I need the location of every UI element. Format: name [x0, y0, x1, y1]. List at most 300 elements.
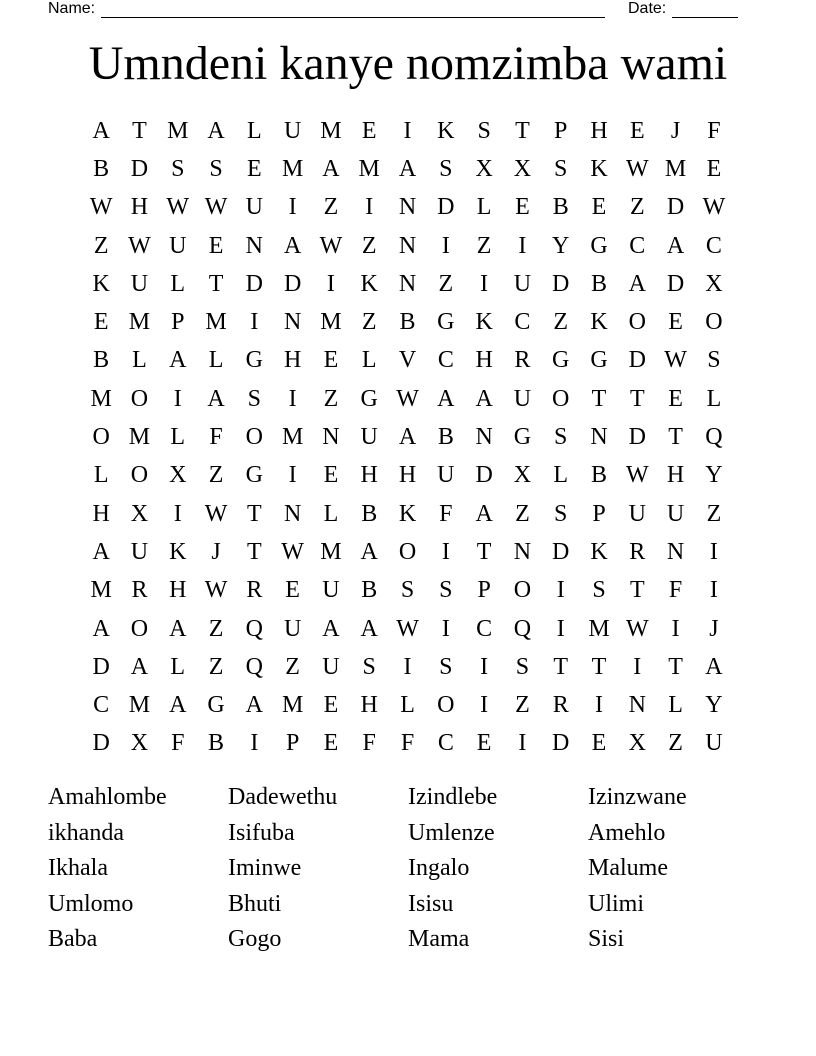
grid-cell[interactable]: Z	[208, 462, 224, 489]
grid-cell[interactable]: B	[552, 194, 569, 221]
grid-cell[interactable]: A	[92, 538, 110, 565]
grid-cell[interactable]: U	[169, 232, 187, 259]
grid-cell[interactable]: K	[360, 270, 378, 297]
grid-cell[interactable]: I	[518, 232, 527, 259]
grid-cell[interactable]: M	[128, 309, 151, 336]
grid-cell[interactable]: D	[475, 462, 493, 489]
grid-cell[interactable]: C	[476, 615, 493, 642]
grid-cell[interactable]: A	[245, 692, 263, 719]
grid-cell[interactable]: L	[208, 347, 224, 374]
grid-cell[interactable]: J	[211, 538, 221, 565]
grid-cell[interactable]: I	[556, 615, 565, 642]
grid-cell[interactable]: T	[591, 653, 607, 680]
grid-cell[interactable]: O	[628, 309, 646, 336]
grid-cell[interactable]: W	[625, 615, 649, 642]
grid-cell[interactable]: H	[666, 462, 685, 489]
date-blank-line[interactable]	[672, 3, 738, 18]
grid-cell[interactable]: I	[288, 385, 297, 412]
grid-cell[interactable]: S	[515, 653, 530, 680]
grid-row	[82, 112, 734, 150]
grid-cell[interactable]: H	[398, 462, 417, 489]
grid-cell[interactable]: F	[171, 730, 185, 757]
grid-cell[interactable]: S	[400, 577, 415, 604]
grid-cell[interactable]: E	[208, 232, 224, 259]
grid-cell[interactable]: H	[590, 117, 608, 144]
grid-cell[interactable]: H	[92, 500, 110, 527]
grid-cell[interactable]: L	[361, 347, 377, 374]
grid-cell[interactable]: D	[552, 730, 570, 757]
grid-cell[interactable]: U	[666, 500, 685, 527]
grid-cell[interactable]: U	[322, 577, 340, 604]
name-blank-line[interactable]	[101, 3, 605, 18]
grid-cell[interactable]: N	[590, 424, 608, 451]
grid-cell[interactable]: O	[92, 424, 110, 451]
grid-cell[interactable]: L	[170, 424, 186, 451]
grid-cell[interactable]: H	[169, 577, 187, 604]
grid-cell[interactable]: B	[399, 309, 416, 336]
grid-cell[interactable]: A	[398, 424, 417, 451]
grid-cell[interactable]: S	[554, 500, 568, 527]
grid-cell[interactable]: D	[92, 730, 110, 757]
grid-cell[interactable]: E	[93, 309, 109, 336]
grid-cell[interactable]: Z	[361, 232, 377, 259]
grid-cell[interactable]: U	[283, 117, 302, 144]
grid-cell[interactable]: O	[552, 385, 570, 412]
grid-cell[interactable]: A	[705, 653, 723, 680]
grid-cell[interactable]: U	[360, 424, 378, 451]
grid-cell[interactable]: D	[666, 270, 685, 297]
word-list-item: Isifuba	[228, 819, 295, 846]
grid-cell[interactable]: M	[588, 615, 610, 642]
grid-cell[interactable]: M	[664, 155, 687, 182]
grid-cell[interactable]: O	[437, 692, 455, 719]
grid-cell[interactable]: G	[437, 309, 455, 336]
grid-cell[interactable]: E	[668, 309, 683, 336]
grid-cell[interactable]: N	[283, 500, 302, 527]
grid-cell[interactable]: Z	[323, 194, 339, 221]
date-field[interactable]	[628, 0, 738, 18]
grid-cell[interactable]: O	[130, 385, 149, 412]
grid-cell[interactable]: H	[130, 194, 149, 221]
grid-cell[interactable]: N	[398, 232, 417, 259]
grid-cell[interactable]: A	[398, 155, 417, 182]
grid-cell[interactable]: I	[326, 270, 335, 297]
grid-cell[interactable]: I	[709, 577, 718, 604]
grid-cell[interactable]: S	[439, 155, 453, 182]
grid-cell[interactable]: R	[629, 538, 646, 565]
grid-cell[interactable]: K	[437, 117, 455, 144]
grid-cell[interactable]: Z	[361, 309, 377, 336]
grid-cell[interactable]: A	[437, 385, 455, 412]
grid-cell[interactable]: I	[173, 500, 182, 527]
grid-cell[interactable]: X	[513, 155, 532, 182]
grid-cell[interactable]: O	[130, 615, 149, 642]
grid-cell[interactable]: E	[323, 347, 339, 374]
grid-cell[interactable]: Z	[285, 653, 300, 680]
grid-cell[interactable]: A	[283, 232, 302, 259]
grid-cell[interactable]: L	[132, 347, 147, 374]
grid-cell[interactable]: Q	[245, 653, 263, 680]
grid-cell[interactable]: U	[322, 653, 340, 680]
grid-cell[interactable]: C	[93, 692, 110, 719]
grid-cell[interactable]: Q	[513, 615, 532, 642]
grid-cell[interactable]: R	[246, 577, 263, 604]
grid-cell[interactable]: J	[670, 117, 681, 144]
grid-cell[interactable]: B	[361, 500, 378, 527]
grid-cell[interactable]: I	[365, 194, 374, 221]
grid-cell[interactable]: A	[360, 615, 378, 642]
grid-cell[interactable]: L	[170, 270, 186, 297]
grid-cell[interactable]: M	[128, 692, 151, 719]
grid-cell[interactable]: M	[205, 309, 227, 336]
grid-cell[interactable]: M	[320, 117, 342, 144]
grid-cell[interactable]: A	[130, 653, 149, 680]
grid-cell[interactable]: L	[170, 653, 186, 680]
grid-cell[interactable]: W	[204, 577, 228, 604]
grid-cell[interactable]: S	[554, 155, 568, 182]
grid-cell[interactable]: U	[513, 270, 532, 297]
grid-cell[interactable]: E	[629, 117, 645, 144]
grid-cell[interactable]: I	[441, 538, 450, 565]
grid-cell[interactable]: K	[92, 270, 110, 297]
grid-cell[interactable]: Y	[705, 692, 723, 719]
grid-cell[interactable]: B	[591, 270, 608, 297]
grid-cell[interactable]: Z	[93, 232, 109, 259]
grid-cell[interactable]: Z	[553, 309, 569, 336]
grid-cell[interactable]: C	[437, 347, 454, 374]
grid-cell[interactable]: A	[475, 385, 493, 412]
grid-cell[interactable]: A	[92, 117, 110, 144]
grid-cell[interactable]: K	[590, 309, 608, 336]
grid-cell[interactable]: J	[709, 615, 719, 642]
grid-cell[interactable]: E	[323, 692, 339, 719]
grid-cell[interactable]: I	[441, 232, 450, 259]
grid-cell[interactable]: E	[361, 117, 377, 144]
grid-cell[interactable]: D	[628, 347, 646, 374]
grid-cell[interactable]: I	[518, 730, 527, 757]
grid-cell[interactable]: I	[480, 692, 489, 719]
grid-cell[interactable]: S	[171, 155, 185, 182]
grid-cell[interactable]: T	[208, 270, 224, 297]
grid-cell[interactable]: S	[592, 577, 606, 604]
grid-cell[interactable]: S	[209, 155, 223, 182]
grid-cell[interactable]: O	[245, 424, 263, 451]
grid-cell[interactable]: G	[245, 462, 263, 489]
grid-cell[interactable]: N	[398, 270, 417, 297]
grid-cell[interactable]: Y	[552, 232, 570, 259]
grid-cell[interactable]: I	[173, 385, 182, 412]
grid-cell[interactable]: B	[93, 155, 110, 182]
grid-cell[interactable]: W	[204, 194, 228, 221]
grid-cell[interactable]: P	[477, 577, 491, 604]
grid-cell[interactable]: I	[595, 692, 603, 719]
grid-cell[interactable]: N	[475, 424, 493, 451]
grid-cell[interactable]: N	[513, 538, 532, 565]
grid-cell[interactable]: E	[323, 730, 339, 757]
grid-cell[interactable]: N	[398, 194, 417, 221]
grid-cell[interactable]: W	[625, 462, 649, 489]
grid-cell[interactable]: D	[130, 155, 149, 182]
grid-cell[interactable]: I	[671, 615, 680, 642]
grid-cell[interactable]: T	[591, 385, 607, 412]
grid-cell[interactable]: D	[245, 270, 263, 297]
grid-cell[interactable]: D	[666, 194, 685, 221]
grid-cell[interactable]: D	[628, 424, 646, 451]
grid-cell[interactable]: F	[707, 117, 721, 144]
grid-cell[interactable]: X	[705, 270, 723, 297]
grid-cell[interactable]: O	[398, 538, 417, 565]
grid-cell[interactable]: L	[476, 194, 492, 221]
grid-cell[interactable]: D	[92, 653, 110, 680]
grid-cell[interactable]: M	[320, 309, 342, 336]
grid-cell[interactable]: Z	[208, 615, 224, 642]
grid-cell[interactable]: K	[590, 155, 608, 182]
grid-cell[interactable]: T	[515, 117, 530, 144]
grid-cell[interactable]: P	[285, 730, 300, 757]
grid-cell[interactable]: Z	[668, 730, 683, 757]
grid-cell[interactable]: H	[360, 462, 378, 489]
grid-cell[interactable]: C	[705, 232, 722, 259]
grid-cell[interactable]: A	[322, 615, 340, 642]
grid-cell[interactable]: N	[628, 692, 646, 719]
grid-cell[interactable]: F	[439, 500, 453, 527]
grid-cell[interactable]: X	[130, 500, 149, 527]
grid-cell[interactable]: X	[513, 462, 532, 489]
grid-cell[interactable]: E	[706, 155, 722, 182]
grid-cell[interactable]: E	[323, 462, 339, 489]
grid-cell[interactable]: S	[247, 385, 262, 412]
grid-cell[interactable]: D	[437, 194, 455, 221]
grid-cell[interactable]: A	[628, 270, 646, 297]
grid-cell[interactable]: G	[245, 347, 263, 374]
grid-cell[interactable]: M	[90, 385, 112, 412]
grid-cell[interactable]: W	[166, 194, 190, 221]
grid-cell[interactable]: S	[707, 347, 721, 374]
grid-cell[interactable]: M	[281, 155, 304, 182]
grid-cell[interactable]: T	[553, 653, 569, 680]
grid-cell[interactable]: S	[362, 653, 376, 680]
grid-cell[interactable]: L	[323, 500, 339, 527]
grid-cell[interactable]: T	[247, 538, 262, 565]
grid-cell[interactable]: Q	[245, 615, 263, 642]
grid-cell[interactable]: M	[167, 117, 189, 144]
grid-cell[interactable]: Z	[476, 232, 492, 259]
grid-cell[interactable]: K	[398, 500, 417, 527]
grid-cell[interactable]: I	[633, 653, 642, 680]
word-list-item: Malume	[588, 855, 668, 882]
grid-cell[interactable]: B	[361, 577, 378, 604]
grid-cell[interactable]: W	[204, 500, 228, 527]
grid-cell[interactable]: B	[591, 462, 608, 489]
grid-cell[interactable]: S	[477, 117, 491, 144]
grid-cell[interactable]: Z	[208, 653, 224, 680]
grid-cell[interactable]: V	[398, 347, 417, 374]
grid-cell[interactable]: Y	[705, 462, 723, 489]
grid-cell[interactable]: U	[437, 462, 455, 489]
grid-cell[interactable]: Z	[323, 385, 339, 412]
grid-cell[interactable]: T	[629, 385, 645, 412]
grid-cell[interactable]: W	[281, 538, 304, 565]
grid-cell[interactable]: F	[362, 730, 376, 757]
grid-cell[interactable]: D	[283, 270, 302, 297]
grid-cell[interactable]: I	[709, 538, 718, 565]
grid-cell[interactable]: K	[475, 309, 493, 336]
grid-cell[interactable]: I	[288, 194, 297, 221]
grid-cell[interactable]: D	[552, 538, 570, 565]
grid-cell[interactable]: E	[668, 385, 683, 412]
grid-cell[interactable]: W	[625, 155, 649, 182]
grid-cell[interactable]: U	[283, 615, 302, 642]
grid-cell[interactable]: T	[629, 577, 645, 604]
grid-cell[interactable]: Z	[629, 194, 645, 221]
grid-cell[interactable]: A	[322, 155, 340, 182]
grid-cell[interactable]: X	[130, 730, 149, 757]
grid-cell[interactable]: A	[360, 538, 378, 565]
grid-cell[interactable]: B	[437, 424, 454, 451]
grid-cell[interactable]: E	[591, 730, 607, 757]
grid-cell[interactable]: S	[554, 424, 568, 451]
grid-cell[interactable]: G	[513, 424, 532, 451]
grid-cell[interactable]: Z	[438, 270, 454, 297]
grid-cell[interactable]: X	[475, 155, 493, 182]
grid-cell[interactable]: M	[128, 424, 151, 451]
grid-cell[interactable]: U	[513, 385, 532, 412]
grid-cell[interactable]: B	[93, 347, 110, 374]
grid-cell[interactable]: X	[169, 462, 187, 489]
grid-cell[interactable]: E	[247, 155, 262, 182]
grid-cell[interactable]: W	[128, 232, 151, 259]
grid-cell[interactable]: G	[590, 347, 608, 374]
grid-cell[interactable]: H	[475, 347, 493, 374]
grid-cell[interactable]: W	[396, 385, 419, 412]
grid-cell[interactable]: O	[130, 462, 149, 489]
grid-cell[interactable]: K	[169, 538, 187, 565]
grid-cell[interactable]: Z	[706, 500, 722, 527]
grid-cell[interactable]: M	[90, 577, 112, 604]
grid-cell[interactable]: E	[476, 730, 492, 757]
grid-cell[interactable]: I	[556, 577, 565, 604]
grid-cell[interactable]: W	[319, 232, 343, 259]
grid-cell[interactable]: W	[702, 194, 726, 221]
grid-cell[interactable]: C	[437, 730, 454, 757]
grid-cell[interactable]: E	[515, 194, 530, 221]
grid-cell[interactable]: B	[208, 730, 225, 757]
grid-cell[interactable]: W	[664, 347, 687, 374]
grid-cell[interactable]: I	[403, 653, 412, 680]
grid-cell[interactable]: Z	[515, 692, 530, 719]
grid-cell[interactable]: S	[439, 653, 453, 680]
grid-cell[interactable]: C	[629, 232, 646, 259]
grid-cell[interactable]: H	[360, 692, 378, 719]
grid-cell[interactable]: F	[400, 730, 415, 757]
grid-cell[interactable]: M	[320, 538, 342, 565]
grid-cell[interactable]: N	[322, 424, 340, 451]
grid-cell[interactable]: X	[628, 730, 646, 757]
grid-cell[interactable]: L	[247, 117, 262, 144]
grid-cell[interactable]: U	[130, 270, 149, 297]
grid-cell[interactable]: T	[132, 117, 147, 144]
word-list-item: Isisu	[408, 890, 454, 917]
grid-cell[interactable]: M	[281, 424, 304, 451]
grid-cell[interactable]: I	[250, 730, 259, 757]
grid-cell[interactable]: P	[592, 500, 606, 527]
grid-cell[interactable]: K	[590, 538, 608, 565]
grid-cell[interactable]: D	[552, 270, 570, 297]
grid-row	[82, 189, 734, 227]
grid-cell[interactable]: A	[92, 615, 110, 642]
grid-cell[interactable]: O	[705, 309, 723, 336]
grid-cell[interactable]: U	[705, 730, 723, 757]
grid-cell[interactable]: T	[247, 500, 262, 527]
name-field[interactable]	[48, 0, 605, 18]
grid-cell[interactable]: A	[169, 615, 187, 642]
grid-cell[interactable]: I	[441, 615, 450, 642]
grid-cell[interactable]: L	[400, 692, 415, 719]
grid-cell[interactable]: F	[668, 577, 683, 604]
grid-cell[interactable]: I	[288, 462, 297, 489]
grid-row	[82, 150, 734, 188]
grid-cell[interactable]: L	[553, 462, 569, 489]
grid-cell[interactable]: P	[171, 309, 185, 336]
grid-cell[interactable]: T	[668, 424, 683, 451]
grid-cell[interactable]: L	[706, 385, 722, 412]
grid-cell[interactable]: M	[358, 155, 380, 182]
grid-cell[interactable]: I	[480, 653, 489, 680]
grid-cell[interactable]: Q	[705, 424, 723, 451]
grid-cell[interactable]: N	[283, 309, 302, 336]
grid-cell[interactable]: T	[476, 538, 492, 565]
grid-cell[interactable]: W	[89, 194, 113, 221]
grid-cell[interactable]: W	[396, 615, 419, 642]
grid-cell[interactable]: R	[131, 577, 148, 604]
grid-cell[interactable]: E	[591, 194, 607, 221]
grid-cell[interactable]: U	[628, 500, 646, 527]
grid-cell[interactable]: L	[668, 692, 683, 719]
grid-cell[interactable]: P	[554, 117, 568, 144]
grid-cell[interactable]: N	[666, 538, 685, 565]
grid-cell[interactable]: I	[250, 309, 259, 336]
grid-cell[interactable]: M	[281, 692, 304, 719]
grid-cell[interactable]: E	[285, 577, 300, 604]
grid-cell[interactable]: G	[590, 232, 608, 259]
grid-cell[interactable]: A	[169, 347, 187, 374]
grid-cell[interactable]: R	[552, 692, 569, 719]
grid-cell[interactable]: U	[245, 194, 263, 221]
grid-cell[interactable]: F	[209, 424, 223, 451]
grid-cell[interactable]: T	[668, 653, 683, 680]
grid-cell[interactable]: I	[480, 270, 489, 297]
grid-cell[interactable]: N	[245, 232, 263, 259]
grid-cell[interactable]: S	[439, 577, 453, 604]
grid-cell[interactable]: U	[130, 538, 149, 565]
grid-cell[interactable]: A	[475, 500, 493, 527]
grid-cell[interactable]: I	[403, 117, 412, 144]
grid-row	[82, 610, 734, 648]
grid-cell[interactable]: C	[514, 309, 531, 336]
grid-cell[interactable]: A	[169, 692, 187, 719]
grid-cell[interactable]: R	[514, 347, 531, 374]
grid-cell[interactable]: O	[513, 577, 532, 604]
grid-cell[interactable]: G	[207, 692, 225, 719]
grid-cell[interactable]: L	[93, 462, 109, 489]
grid-cell[interactable]: A	[207, 117, 225, 144]
grid-cell[interactable]: Z	[515, 500, 530, 527]
grid-cell[interactable]: A	[207, 385, 225, 412]
grid-cell[interactable]: H	[283, 347, 302, 374]
grid-cell[interactable]: A	[666, 232, 685, 259]
grid-cell[interactable]: G	[552, 347, 570, 374]
grid-cell[interactable]: G	[360, 385, 378, 412]
